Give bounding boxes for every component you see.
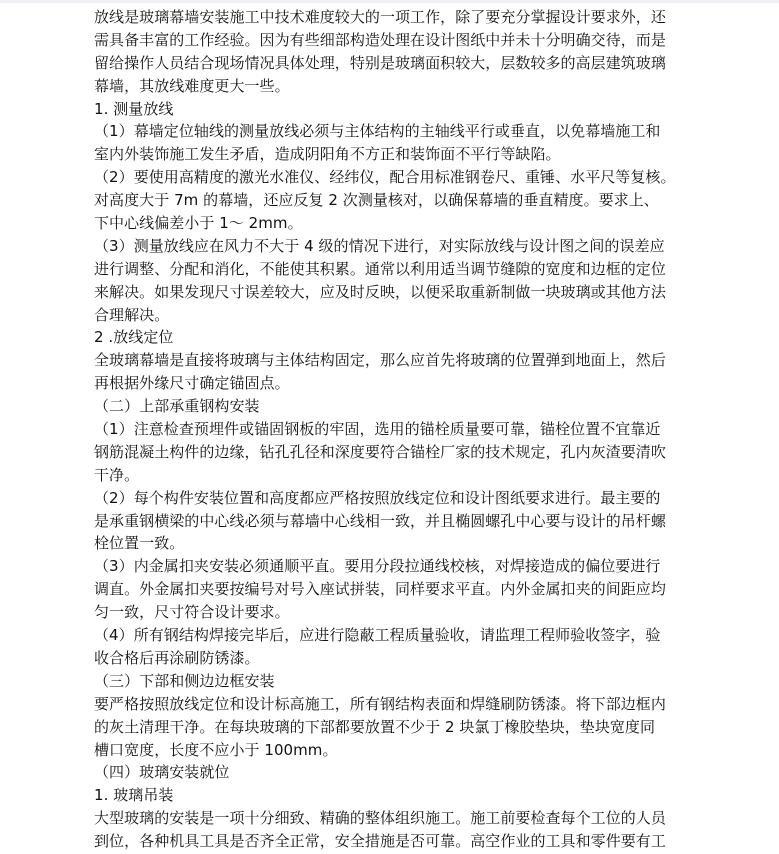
- text-line: 大型玻璃的安装是一项十分细致、精确的整体组织施工。施工前要检查每个工位的人员: [94, 809, 666, 828]
- text-line: 收合格后再涂刷防锈漆。: [94, 648, 260, 667]
- section-heading: 1. 玻璃吊装: [94, 786, 174, 805]
- text-line: 的灰土清理干净。在每块玻璃的下部都要放置不少于 2 块氯丁橡胶垫块，垫块宽度同: [94, 717, 656, 736]
- text-line: 要严格按照放线定位和设计标高施工，所有钢结构表面和焊缝刷防锈漆。将下部边框内: [94, 694, 666, 713]
- section-heading: 2 .放线定位: [94, 328, 174, 347]
- text-line: （2）要使用高精度的激光水准仪、经纬仪，配合用标准钢卷尺、重锤、水平尺等复核。: [94, 168, 676, 187]
- text-line: 进行调整、分配和消化，不能使其积累。通常以利用适当调节缝隙的宽度和边框的定位: [94, 259, 666, 278]
- text-line: 再根据外缘尺寸确定锚固点。: [94, 374, 290, 393]
- text-line: 放线是玻璃幕墙安装施工中技术难度较大的一项工作，除了要充分掌握设计要求外，还: [94, 8, 666, 26]
- text-line: 合理解决。: [94, 305, 170, 324]
- text-line: 槽口宽度，长度不应小于 100mm。: [94, 740, 338, 759]
- text-line: 干净。: [94, 465, 140, 484]
- section-heading: 1. 测量放线: [94, 99, 174, 118]
- text-line: （3）内金属扣夹安装必须通顺平直。要用分段拉通线校核，对焊接造成的偏位要进行: [94, 557, 661, 576]
- text-line: （1）注意检查预埋件或锚固钢板的牢固，选用的锚栓质量要可靠，锚栓位置不宜靠近: [94, 420, 661, 439]
- text-line: 栓位置一致。: [94, 534, 185, 553]
- text-line: 室内外装饰施工发生矛盾，造成阴阳角不方正和装饰面不平行等缺陷。: [94, 145, 561, 164]
- text-line: 幕墙，其放线难度更大一些。: [94, 76, 290, 95]
- text-line: 来解决。如果发现尺寸误差较大，应及时反映，以便采取重新制做一块玻璃或其他方法: [94, 282, 666, 301]
- text-line: 到位，各种机具工具是否齐全正常，安全措施是否可靠。高空作业的工具和零件要有工: [94, 832, 666, 851]
- text-line: （2）每个构件安装位置和高度都应严格按照放线定位和设计图纸要求进行。最主要的: [94, 488, 661, 507]
- text-line: 对高度大于 7m 的幕墙，还应反复 2 次测量核对，以确保幕墙的垂直精度。要求上、: [94, 191, 659, 210]
- text-line: 是承重钢横梁的中心线必须与幕墙中心线相一致，并且椭圆螺孔中心要与设计的吊杆螺: [94, 511, 666, 530]
- text-line: （4）所有钢结构焊接完毕后，应进行隐蔽工程质量验收，请监理工程师验收签字，验: [94, 626, 661, 645]
- text-line: 全玻璃幕墙是直接将玻璃与主体结构固定，那么应首先将玻璃的位置弹到地面上，然后: [94, 351, 666, 370]
- document-page: [94, 0, 714, 853]
- section-heading: （二）上部承重钢构安装: [94, 397, 260, 416]
- text-line: （3）测量放线应在风力不大于 4 级的情况下进行，对实际放线与设计图之间的误差应: [94, 236, 665, 255]
- text-line: 留给操作人员结合现场情况具体处理，特别是玻璃面积较大，层数较多的高层建筑玻璃: [94, 53, 666, 72]
- text-line: 调直。外金属扣夹要按编号对号入座试拼装，同样要求平直。内外金属扣夹的间距应均: [94, 580, 666, 599]
- text-line: 需具备丰富的工作经验。因为有些细部构造处理在设计图纸中并未十分明确交待，而是: [94, 30, 666, 49]
- section-heading: （四）玻璃安装就位: [94, 763, 230, 782]
- text-line: 匀一致，尺寸符合设计要求。: [94, 603, 290, 622]
- text-line: 钢筋混凝土构件的边缘，钻孔孔径和深度要符合锚栓厂家的技术规定，孔内灰渣要清吹: [94, 442, 666, 461]
- text-line: 下中心线偏差小于 1～ 2mm。: [94, 214, 303, 233]
- section-heading: （三）下部和侧边边框安装: [94, 671, 275, 690]
- text-line: （1）幕墙定位轴线的测量放线必须与主体结构的主轴线平行或垂直，以免幕墙施工和: [94, 122, 661, 141]
